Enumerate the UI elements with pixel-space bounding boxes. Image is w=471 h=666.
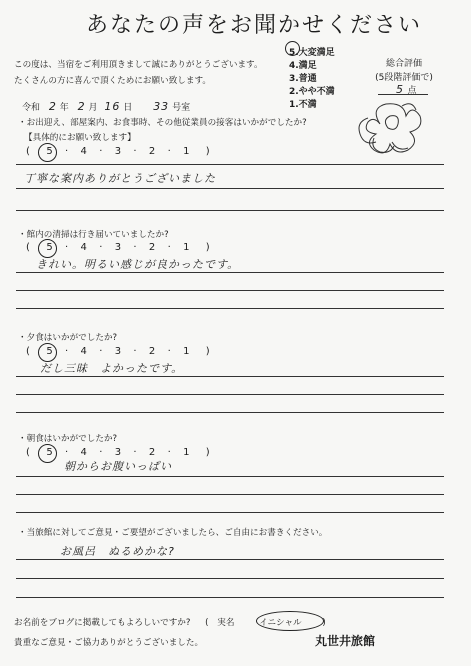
- year-unit: 年: [59, 103, 69, 113]
- question-1-answer: 丁寧な案内ありがとうございました: [24, 172, 216, 185]
- q2-opt-2: 2: [148, 242, 156, 253]
- q4-opt-5: 5: [46, 447, 53, 458]
- question-2-answer: きれい。明るい感じが良かったです。: [36, 258, 240, 271]
- scale-legend-2: 2.やや不満: [289, 87, 335, 97]
- q1-opt-4: 4: [80, 146, 87, 157]
- question-4-answer: 朝からお腹いっぱい: [64, 460, 172, 473]
- question-2-scale: ( 5 · 4 · 3 · 2 · 1 ): [26, 242, 210, 253]
- q2-opt-3: 3: [114, 242, 122, 253]
- q2-opt-5: 5: [46, 242, 53, 253]
- q3-opt-3: 3: [114, 346, 122, 357]
- month-value: 2: [77, 100, 86, 113]
- paren-open: (: [205, 618, 209, 628]
- answer-line: [16, 290, 444, 291]
- paren-close: ): [322, 618, 326, 628]
- answer-line: [16, 188, 444, 189]
- survey-title: あなたの声をお聞かせください: [86, 13, 423, 38]
- room-unit: 号室: [172, 103, 191, 113]
- q2-opt-4: 4: [80, 242, 87, 253]
- question-3-answer: だし三昧 よかったです。: [40, 362, 184, 375]
- q1-opt-1: 1: [183, 146, 190, 157]
- year-value: 2: [48, 100, 57, 113]
- q4-opt-4: 4: [80, 447, 87, 458]
- answer-line: [16, 210, 444, 211]
- q3-opt-5: 5: [46, 346, 53, 357]
- answer-line: [16, 578, 444, 579]
- intro-line-2: たくさんの方に喜んで頂くためにお願い致します。: [14, 76, 211, 86]
- q1-opt-2: 2: [148, 146, 156, 157]
- q3-opt-4: 4: [80, 346, 87, 357]
- flower-doodle-icon: [352, 98, 424, 160]
- overall-score-value: 5: [396, 83, 404, 96]
- inn-brand: 丸世井旅館: [315, 634, 376, 648]
- question-1-selected-circle: [38, 143, 57, 162]
- overall-score-underline: [378, 94, 428, 95]
- question-5-answer: お風呂 ぬるめかな?: [60, 545, 175, 558]
- answer-line: [16, 376, 444, 377]
- q2-opt-1: 1: [183, 242, 190, 253]
- day-value: 16: [104, 100, 121, 113]
- answer-line: [16, 412, 444, 413]
- scale-legend-5-circle: [285, 41, 300, 56]
- q4-opt-3: 3: [114, 447, 122, 458]
- q4-opt-2: 2: [148, 447, 156, 458]
- question-3-scale: ( 5 · 4 · 3 · 2 · 1 ): [26, 346, 210, 357]
- scale-legend-4: 4.満足: [289, 61, 317, 71]
- answer-line: [16, 559, 444, 560]
- room-value: 33: [153, 100, 170, 113]
- answer-line: [16, 512, 444, 513]
- scale-legend-3: 3.普通: [289, 74, 317, 84]
- question-5-text: ・当旅館に対してご意見・ご要望がございましたら、ご自由にお書きください。: [18, 528, 328, 538]
- overall-label: 総合評価: [385, 59, 422, 69]
- month-unit: 月: [88, 103, 98, 113]
- question-3-text: ・夕食はいかがでしたか?: [18, 333, 118, 343]
- answer-line: [16, 394, 444, 395]
- scale-legend-1: 1.不満: [289, 100, 317, 110]
- initial-selected-circle: [256, 611, 324, 631]
- day-unit: 日: [123, 103, 133, 113]
- q3-opt-2: 2: [148, 346, 156, 357]
- answer-line: [16, 164, 444, 165]
- question-1-scale: ( 5 · 4 · 3 · 2 · 1 ): [26, 146, 210, 157]
- q1-opt-5: 5: [46, 146, 53, 157]
- answer-line: [16, 494, 444, 495]
- date-room-row: [22, 100, 190, 113]
- question-1-text: ・お出迎え、部屋案内、お食事時、その他従業員の接客はいかがでしたか?: [18, 118, 307, 128]
- q1-opt-3: 3: [114, 146, 122, 157]
- overall-score-unit: 点: [407, 86, 417, 96]
- thanks-text: 貴重なご意見・ご協力ありがとうございました。: [14, 638, 204, 648]
- real-name-option: 実名: [217, 618, 235, 628]
- answer-line: [16, 308, 444, 309]
- question-4-selected-circle: [38, 444, 57, 463]
- answer-line: [16, 476, 444, 477]
- question-4-text: ・朝食はいかがでしたか?: [18, 434, 118, 444]
- intro-line-1: この度は、当宿をご利用頂きまして誠にありがとうございます。: [14, 60, 263, 70]
- question-1-subtext: 【具体的にお願い致します】: [24, 133, 136, 143]
- answer-line: [16, 597, 444, 598]
- answer-line: [16, 272, 444, 273]
- q3-opt-1: 1: [183, 346, 190, 357]
- scale-legend-5: 5.大変満足: [289, 48, 335, 58]
- q4-opt-1: 1: [183, 447, 190, 458]
- blog-question: お名前をブログに掲載してもよろしいですか?: [14, 618, 191, 628]
- initial-option: イニシャル: [259, 618, 302, 628]
- era-label: 令和: [22, 103, 41, 113]
- question-4-scale: ( 5 · 4 · 3 · 2 · 1 ): [26, 447, 210, 458]
- question-2-text: ・館内の清掃は行き届いていましたか?: [18, 230, 169, 240]
- overall-sublabel: (5段階評価で): [375, 73, 433, 83]
